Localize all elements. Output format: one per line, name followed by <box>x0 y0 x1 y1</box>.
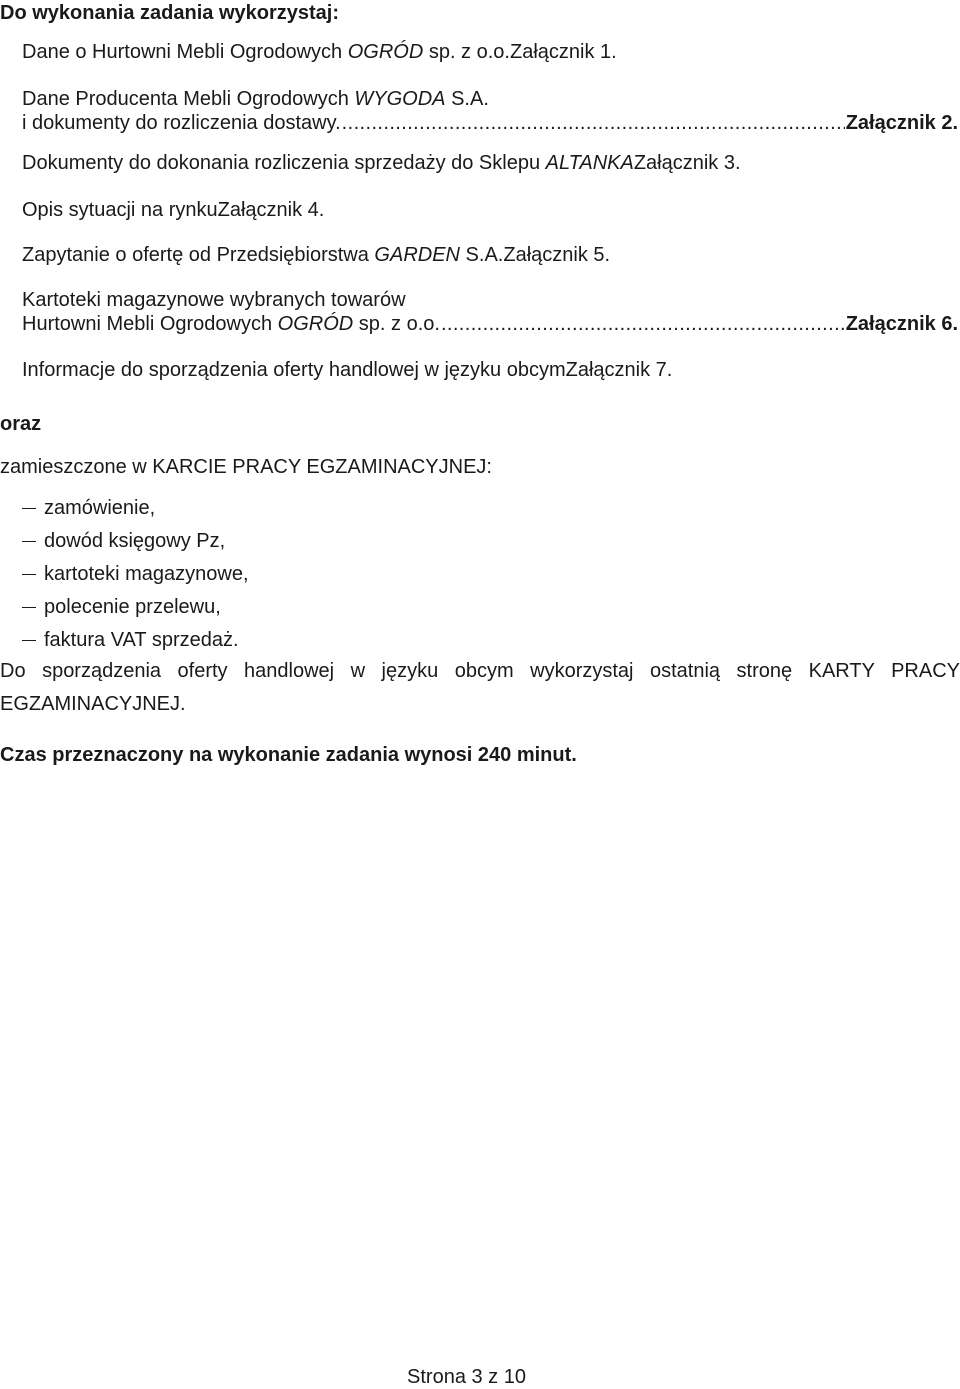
attachment-item <box>22 288 958 336</box>
attachment-title <box>22 198 218 222</box>
document-label: kartoteki magazynowe, <box>44 563 249 585</box>
attachment-title <box>22 111 341 135</box>
oraz-label: oraz <box>0 413 42 435</box>
attachment-item <box>22 40 958 64</box>
page-number: Strona 3 z 10 <box>407 1366 526 1388</box>
attachment-text-part: Informacje do sporządzenia oferty handlowej w języku obcym <box>22 359 566 381</box>
attachment-text-part: Dane o Hurtowni Mebli Ogrodowych <box>22 41 348 63</box>
attachment-item <box>22 87 958 135</box>
document-label: zamówienie, <box>44 497 156 519</box>
attachment-title <box>22 151 634 175</box>
attachment-text-part: S.A. <box>445 88 489 110</box>
document-label: polecenie przelewu, <box>44 596 221 618</box>
attachment-text-part: WYGODA <box>354 88 446 110</box>
attachment-text-part: OGRÓD <box>277 313 354 335</box>
exam-card-intro: zamieszczone w KARCIE PRACY EGZAMINACYJNEJ: <box>0 456 492 478</box>
attachment-ref: Załącznik 1. <box>509 41 617 63</box>
attachment-ref: Załącznik 6. <box>845 313 958 335</box>
dash-bullet-icon <box>22 574 36 575</box>
attachment-title <box>22 40 510 64</box>
offer-note: Do sporządzenia oferty handlowej w języku obcym wykorzystaj ostatnią stronę KARTY PRACY EGZAMINACYJNEJ. <box>0 660 960 715</box>
exam-card-documents <box>22 492 249 657</box>
document-item <box>22 591 249 624</box>
section-heading: Do wykonania zadania wykorzystaj: <box>0 2 339 24</box>
attachment-ref: Załącznik 5. <box>503 244 611 266</box>
document-label: faktura VAT sprzedaż. <box>44 629 239 651</box>
attachment-text-part: Zapytanie o ofertę od Przedsiębiorstwa <box>22 244 375 266</box>
attachment-text-part: OGRÓD <box>347 41 424 63</box>
document-label: dowód księgowy Pz, <box>44 530 226 552</box>
attachment-item <box>22 198 958 222</box>
attachment-ref: Załącznik 4. <box>217 199 325 221</box>
dash-bullet-icon <box>22 640 36 641</box>
dash-bullet-icon <box>22 508 36 509</box>
dot-leader <box>342 111 845 135</box>
attachment-item <box>22 243 958 267</box>
attachment-text-part: Kartoteki magazynowe wybranych towarów <box>22 289 406 311</box>
attachment-text-part: GARDEN <box>374 244 460 266</box>
attachment-ref: Załącznik 2. <box>845 112 958 134</box>
attachment-title <box>22 358 566 382</box>
attachment-text-part: i dokumenty do rozliczenia dostawy. <box>22 112 341 134</box>
attachment-title <box>22 312 440 336</box>
attachment-text-part: Dane Producenta Mebli Ogrodowych <box>22 88 355 110</box>
attachment-item <box>22 358 958 382</box>
dash-bullet-icon <box>22 607 36 608</box>
time-limit: Czas przeznaczony na wykonanie zadania wynosi 240 minut. <box>0 744 577 766</box>
attachment-text-part: sp. z o.o. <box>353 313 440 335</box>
dash-bullet-icon <box>22 541 36 542</box>
attachment-title <box>22 243 503 267</box>
attachment-text-part: S.A. <box>460 244 504 266</box>
attachment-text-part: sp. z o.o. <box>423 41 510 63</box>
attachment-ref: Załącznik 7. <box>565 359 673 381</box>
document-item <box>22 525 249 558</box>
attachment-text-part: Dokumenty do dokonania rozliczenia sprzedaży do Sklepu <box>22 152 546 174</box>
attachment-text-part: Opis sytuacji na rynku <box>22 199 218 221</box>
document-item <box>22 492 249 525</box>
attachment-text-part: Hurtowni Mebli Ogrodowych <box>22 313 278 335</box>
attachment-ref: Załącznik 3. <box>633 152 741 174</box>
attachment-text-part: ALTANKA <box>545 152 634 174</box>
document-item <box>22 624 249 657</box>
document-item <box>22 558 249 591</box>
dot-leader <box>441 312 845 336</box>
attachment-item <box>22 151 958 175</box>
